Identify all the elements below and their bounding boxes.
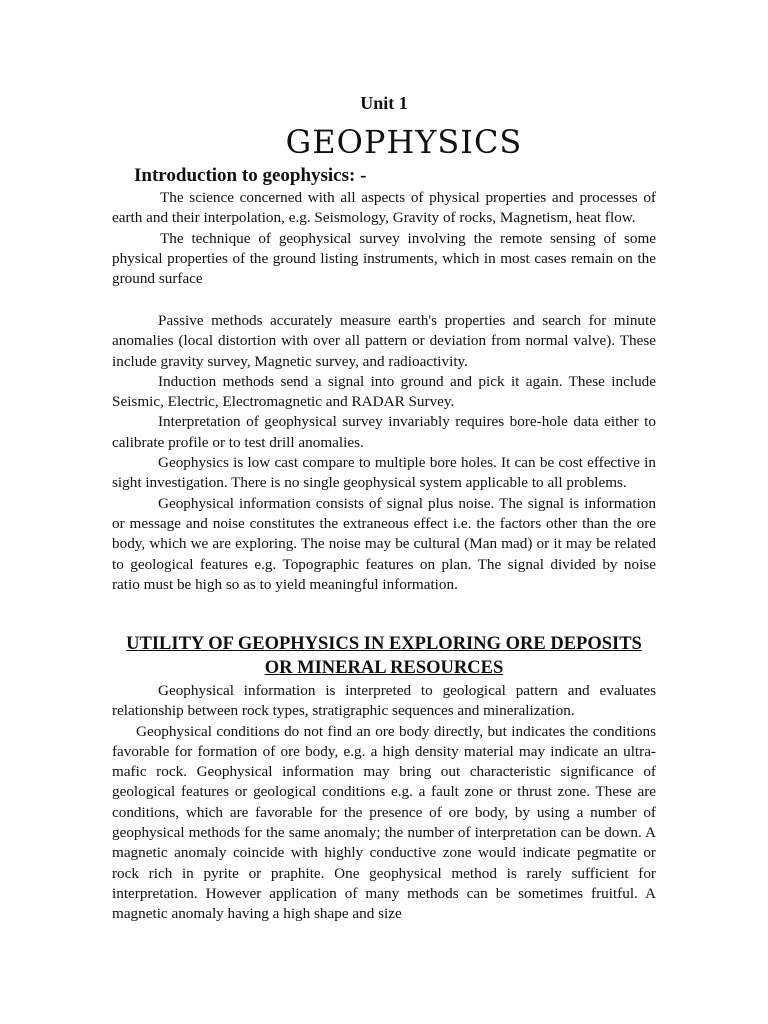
paragraph-intro-science: The science concerned with all aspects of physical properties and processes of earth and their interpolation, e.g. Seismology, Gravity of rocks, Magnetism, heat flow. xyxy=(112,189,656,227)
paragraph-cost: Geophysics is low cast compare to multiple bore holes. It can be cost effective in sight investigation. There is no single geophysical system applicable to all problems. xyxy=(112,454,656,492)
intro-text-block xyxy=(112,188,656,289)
page-title: GEOPHYSICS xyxy=(285,123,523,161)
paragraph-signal-noise: Geophysical information consists of signal plus noise. The signal is information or message and noise constitutes the extraneous effect i.e. the factors other than the ore body, which we are exploring. The noise may be cultural (Man mad) or it may be related to geological features e.g. Topographic features on plan. The signal divided by noise ratio must be high so as to yield meaningful information. xyxy=(112,494,656,593)
intro-heading: Introduction to geophysics: - xyxy=(134,165,367,186)
paragraph-intro-technique: The technique of geophysical survey involving the remote sensing of some physical properties of the ground listing instruments, which in most cases remain on the ground surface xyxy=(112,229,656,288)
paragraph-interpretation: Interpretation of geophysical survey invariably requires bore-hole data either to calibrate profile or to test drill anomalies. xyxy=(112,413,656,451)
paragraph-utility-conditions: Geophysical conditions do not find an ore body directly, but indicates the conditions favorable for formation of ore body, e.g. a high density material may indicate an ultra-mafic rock. Geophysical information may bring out characteristic significance of geological features or geological conditions e.g. a fault zone or thrust zone. These are conditions, which are favorable for the presence of ore body, by using a number of geophysical methods for the same anomaly; the number of interpretation can be down. A magnetic anomaly coincide with highly conductive zone would indicate pegmatite or rock rich in pyrite or praphite. One geophysical method is rarely sufficient for interpretation. However application of many methods can be sometimes fruitful. A magnetic anomaly having a high shape and size xyxy=(112,722,656,923)
section-heading-utility: UTILITY OF GEOPHYSICS IN EXPLORING ORE DEPOSITS OR MINERAL RESOURCES xyxy=(126,634,642,678)
methods-text-block xyxy=(112,311,656,595)
paragraph-induction-methods: Induction methods send a signal into ground and pick it again. These include Seismic, Electric, Electromagnetic and RADAR Survey. xyxy=(112,372,656,411)
paragraph-passive-methods: Passive methods accurately measure earth's properties and search for minute anomalies (local distortion with over all pattern or deviation from normal valve). These include gravity survey, Magnetic survey, and radioactivity. xyxy=(112,312,656,370)
unit-label: Unit 1 xyxy=(360,93,408,113)
paragraph-utility-pattern: Geophysical information is interpreted to geological pattern and evaluates relationship between rock types, stratigraphic sequences and mineralization. xyxy=(112,682,656,720)
utility-text-block xyxy=(112,681,656,925)
